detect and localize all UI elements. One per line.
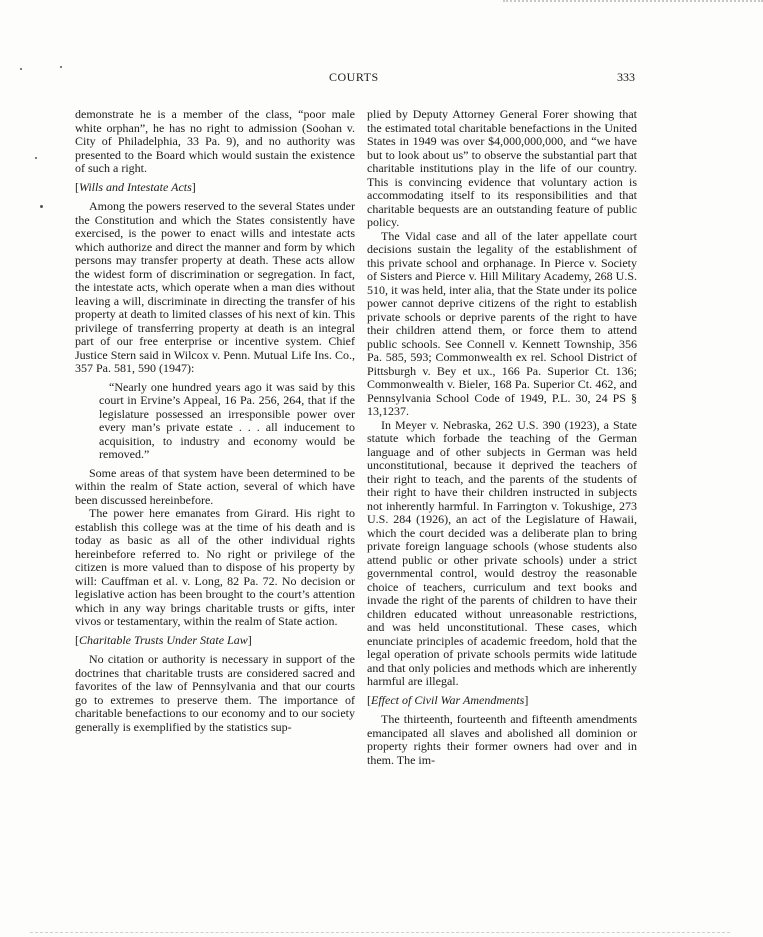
close-bracket: ] (247, 632, 252, 647)
section-heading-text: Effect of Civil War Amendments (371, 692, 525, 707)
open-bracket: [ (75, 632, 79, 647)
scan-speck (60, 66, 62, 68)
paragraph: Some areas of that system have been determined to be within the realm of State action, several of which have been discussed hereinbefore. (75, 465, 355, 507)
page-header (0, 70, 763, 86)
paragraph: demonstrate he is a member of the class, “poor male white orphan”, he has no right to admission (Soohan v. City of Philadelphia, 33 Pa. 9), and no authority was presented to the Board which would sustain the existence of such a right. (75, 107, 355, 175)
right-column (367, 108, 637, 767)
paragraph: Among the powers reserved to the several States under the Constitution and which the States consistently have exercised, is the power to enact wills and intestate acts which authorize and direct the manner and form by which persons may transfer property at death. These acts allow the widest form of discrimination or segregation. In fact, the intestate acts, which operate when a man dies without leaving a will, discriminate in directing the transfer of his property at death to limited classes of his next of kin. This privilege of transferring property at death is an integral part of our free enterprise or incentive system. Chief Justice Stern said in Wilcox v. Penn. Mutual Life Ins. Co., 357 Pa. 581, 590 (1947): (75, 199, 355, 375)
paragraph: No citation or authority is necessary in support of the doctrines that charitable trusts are considered sacred and favorites of the law of Pennsylvania and that our courts go to extremes to preserve them. The importance of charitable benefactions to our economy and to our society generally is exemplified by the statistics sup- (75, 652, 355, 734)
section-heading (75, 634, 355, 648)
open-bracket: [ (367, 692, 371, 707)
open-bracket: [ (75, 179, 79, 194)
left-column (75, 108, 355, 734)
page-number: 333 (617, 70, 635, 84)
block-quote: “Nearly one hundred years ago it was said by this court in Ervine’s Appeal, 16 Pa. 256, 264, that if the legislature possessed an irresponsible power over every man’s private estate . . . all inducement to acquisition, to industry and economy would be removed.” (99, 379, 355, 461)
paragraph: plied by Deputy Attorney General Forer showing that the estimated total charitable benefactions in the United States in 1949 was over $4,000,000,000, and “we have but to look about us” to observe the substantial part that charitable institutions play in the life of our country. This is convincing evidence that voluntary action is accommodating itself to its responsibilities and that charitable bequests are an outstanding feature of public policy. (367, 107, 637, 229)
close-bracket: ] (191, 179, 196, 194)
section-heading (75, 181, 355, 195)
section-heading-text: Charitable Trusts Under State Law (79, 632, 248, 647)
paragraph: The power here emanates from Girard. His right to establish this college was at the time of his death and is today as basic as all of the other individual rights hereinbefore referred to. No right or privilege of the citizen is more valued than to dispose of his property by will: Cauffman et al. v. Long, 82 Pa. 72. No decision or legislative action has been brought to the court’s attention which in any way brings charitable trusts or gifts, inter vivos or testamentary, within the realm of State action. (75, 506, 355, 628)
scan-edge-bottom (30, 932, 730, 935)
paragraph: In Meyer v. Nebraska, 262 U.S. 390 (1923), a State statute which forbade the teaching of the German language and of other subjects in German was held unconstitutional, because it deprived the teachers of their right to teach, and the parents of the students of their right to have their children instructed in subjects not inherently harmful. In Farrington v. Tokushige, 273 U.S. 284 (1926), an act of the Legislature of Hawaii, which the court decided was a deliberate plan to bring private foreign language schools (whose students also attend public or other private schools) under a strict governmental control, would destroy the reasonable choice of teachers, curriculum and text books and invade the right of the parents of children to have their children educated without unreasonable restrictions, and was held unconstitutional. These cases, which enunciate principles of academic freedom, hold that the legal operation of private schools permits wide latitude and that only policies and methods which are inherently harmful are illegal. (367, 417, 637, 688)
paragraph: The thirteenth, fourteenth and fifteenth amendments emancipated all slaves and abolished all dominion or property rights their former owners had over and in them. The im- (367, 712, 637, 767)
section-heading-text: Wills and Intestate Acts (79, 179, 192, 194)
section-heading (367, 694, 637, 708)
scan-speck (35, 157, 37, 159)
running-title: COURTS (329, 70, 379, 84)
scan-edge-top (503, 0, 763, 5)
paragraph: The Vidal case and all of the later appellate court decisions sustain the legality of the establishment of this private school and orphanage. In Pierce v. Society of Sisters and Pierce v. Hill Military Academy, 268 U.S. 510, it was held, inter alia, that the State under its police power cannot deprive citizens of the right to establish private schools or deprive parents of the right to have their children attend them, or force them to attend public schools. See Connell v. Kennett Township, 356 Pa. 585, 593; Commonwealth ex rel. School District of Pittsburgh v. Bey et ux., 166 Pa. Superior Ct. 136; Commonwealth v. Bieler, 168 Pa. Superior Ct. 462, and Pennsylvania School Code of 1949, P.L. 30, 24 PS § 13,1237. (367, 228, 637, 418)
scan-speck (40, 205, 43, 208)
close-bracket: ] (524, 692, 529, 707)
